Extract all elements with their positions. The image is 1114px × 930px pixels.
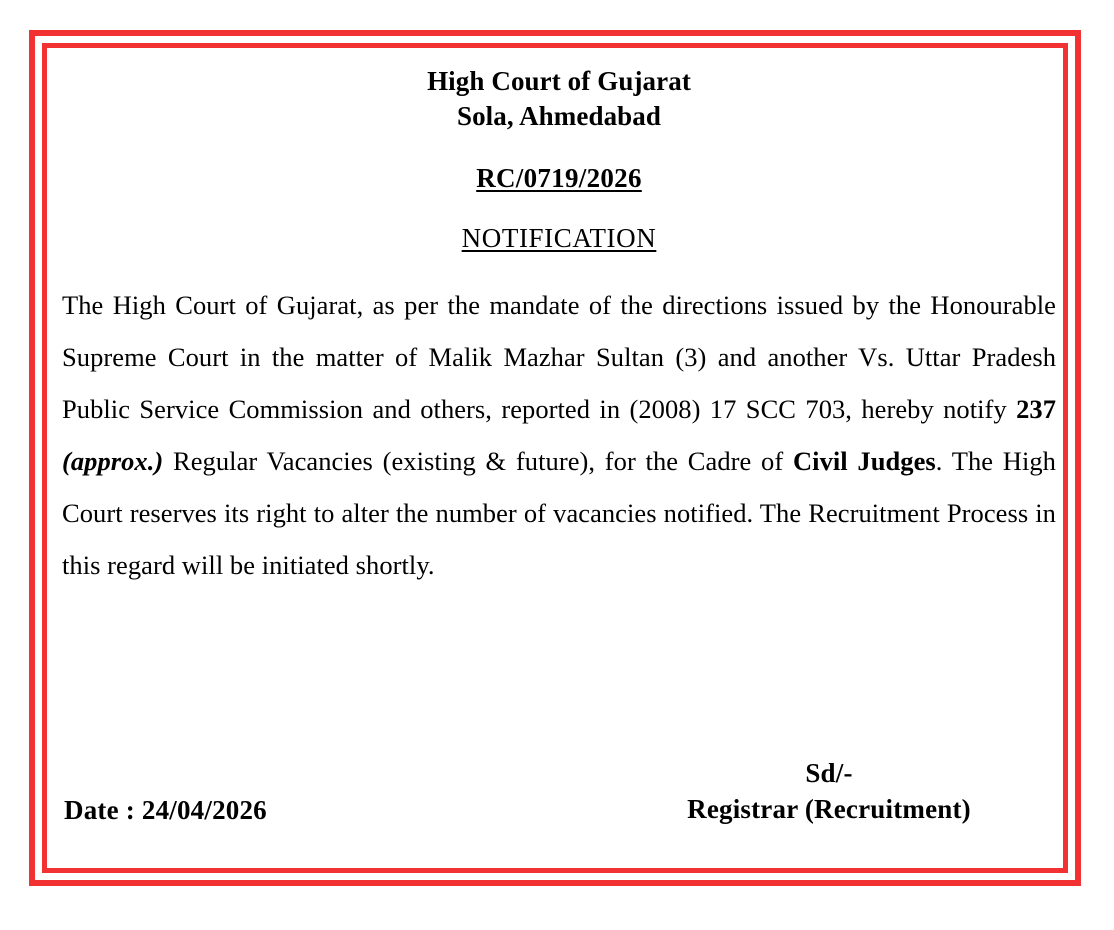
signature-block [602,755,1056,827]
document-content [62,55,1056,861]
document-date: Date : 24/04/2026 [64,795,267,825]
document-footer [62,755,1056,861]
signatory-designation: Registrar (Recruitment) [687,794,971,824]
court-name: High Court of Gujarat [427,66,691,96]
body-segment-2: Regular Vacancies (existing & future), for the Cadre of [163,446,793,476]
letterhead [62,64,1056,134]
notification-body-paragraph [62,279,1056,591]
court-location: Sola, Ahmedabad [456,101,662,131]
notification-heading-row [62,223,1056,254]
body-segment-1: The High Court of Gujarat, as per the mandate of the directions issued by the Honourable Supreme Court in the matter of Malik Mazhar Sultan (3) and another Vs. Uttar Pradesh Public Service Commission and others, reported in (2008) 17 SCC 703, hereby notify [62,290,1056,424]
approx-note: (approx.) [62,446,164,476]
signature-mark: Sd/- [805,758,853,788]
vacancy-count: 237 [1016,394,1056,424]
reference-number: RC/0719/2026 [476,163,642,193]
reference-number-row [62,163,1056,194]
body-segment-3: . The High Court reserves its right to alter the number of vacancies notified. The Recruitment Process in this regard will be initiated shortly. [62,446,1056,580]
page-title: NOTIFICATION [461,223,657,253]
cadre-name: Civil Judges [792,446,936,476]
